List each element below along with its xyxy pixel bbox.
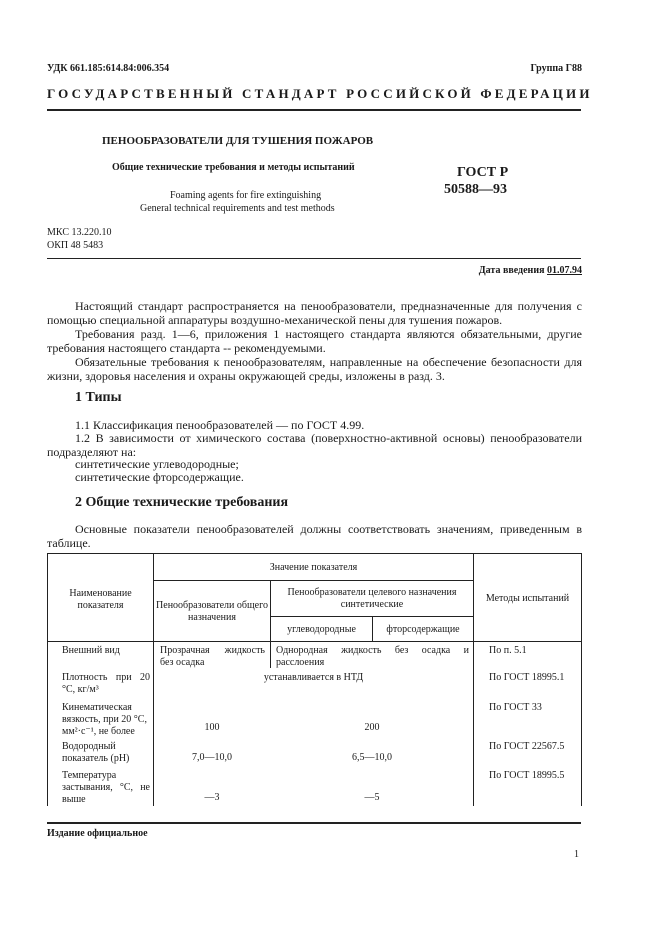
row-appearance-general: Прозрачная жидкость без осадка xyxy=(160,645,265,668)
row-viscosity-method: По ГОСТ 33 xyxy=(489,702,542,713)
group-code: Группа Г88 xyxy=(530,63,582,74)
table-header-general: Пенообразователи общего назначения xyxy=(156,600,268,623)
table-header-name: Наименование показателя xyxy=(69,588,132,611)
udk-code: УДК 661.185:614.84:006.354 xyxy=(47,63,170,74)
okp-code: ОКП 48 5483 xyxy=(47,240,104,251)
row-appearance-method: По п. 5.1 xyxy=(489,645,527,656)
gost-number-line1: ГОСТ Р xyxy=(457,165,509,180)
row-viscosity-target: 200 xyxy=(364,722,380,733)
intro-paragraph-1: Настоящий стандарт распространяется на пенообразователи, предназначенные для получения с помощью специальной аппаратуры воздушно-механической пены для тушения пожаров. xyxy=(47,299,582,327)
introduction-date-value: 01.07.94 xyxy=(547,265,582,276)
row-appearance-target: Однородная жидкость без осадка и расслоения xyxy=(276,645,469,668)
table-header-hydrocarbon: углеводородные xyxy=(287,624,356,635)
state-standard-banner: ГОСУДАРСТВЕННЫЙ СТАНДАРТ РОССИЙСКОЙ ФЕДЕРАЦИИ xyxy=(47,86,593,101)
type-item-fluoro: синтетические фторсодержащие. xyxy=(75,470,244,484)
row-density-method: По ГОСТ 18995.1 xyxy=(489,672,565,683)
row-ph-general: 7,0—10,0 xyxy=(192,752,232,763)
mks-code: МКС 13.220.10 xyxy=(47,227,112,238)
section-2-heading: 2 Общие технические требования xyxy=(75,495,289,510)
english-title-line1: Foaming agents for fire extinguishing xyxy=(170,190,322,201)
section-2-paragraph-1: Основные показатели пенообразователей должны соответствовать значениям, приведенным в таблице. xyxy=(47,522,582,550)
intro-paragraph-3: Обязательные требования к пенообразователям, направленные на обеспечение безопасности для жизни, здоровья населения и охраны окружающей среды, изложены в разд. 3. xyxy=(47,355,582,383)
section-1-paragraph-2: 1.2 В зависимости от химического состава (поверхностно-активной основы) пенообразователи подразделяют на: xyxy=(47,431,582,459)
row-viscosity-general: 100 xyxy=(204,722,220,733)
section-1-heading: 1 Типы xyxy=(75,390,122,405)
gost-number-line2: 50588—93 xyxy=(444,182,507,197)
row-freezing-name: Температура застывания, °С, не выше xyxy=(62,770,150,805)
official-edition-label: Издание официальное xyxy=(47,828,148,839)
intro-paragraph-2: Требования разд. 1—6, приложения 1 настоящего стандарта являются обязательными, другие требования настоящего стандарта -- рекомендуемыми. xyxy=(47,327,582,355)
introduction-date-label: Дата введения xyxy=(478,265,545,276)
title-rule xyxy=(47,258,581,259)
header-rule xyxy=(47,109,581,111)
document-title: ПЕНООБРАЗОВАТЕЛИ ДЛЯ ТУШЕНИЯ ПОЖАРОВ xyxy=(102,135,374,147)
type-item-hydrocarbon: синтетические углеводородные; xyxy=(75,457,239,471)
table-header-methods: Методы испытаний xyxy=(485,593,570,604)
row-ph-name: Водородный показатель (pH) xyxy=(62,741,130,764)
footer-rule xyxy=(47,822,581,824)
introduction-date xyxy=(479,265,582,276)
table-header-target: Пенообразователи целевого назначения синтетические xyxy=(287,587,457,610)
page-number: 1 xyxy=(574,849,579,860)
document-subtitle: Общие технические требования и методы испытаний xyxy=(112,162,355,173)
english-title-line2: General technical requirements and test methods xyxy=(140,203,335,214)
row-freezing-target: —5 xyxy=(364,792,380,803)
row-appearance-name: Внешний вид xyxy=(62,645,120,656)
row-density-merged: устанавливается в НТД xyxy=(263,672,364,683)
table-header-value: Значение показателя xyxy=(269,562,358,573)
section-1-paragraph-1: 1.1 Классификация пенообразователей — по ГОСТ 4.99. xyxy=(75,418,365,432)
row-ph-target: 6,5—10,0 xyxy=(352,752,392,763)
table-header-fluoro: фторсодержащие xyxy=(386,624,460,635)
row-density-name: Плотность при 20 °С, кг/м³ xyxy=(62,672,150,695)
row-freezing-general: —3 xyxy=(204,792,220,803)
row-ph-method: По ГОСТ 22567.5 xyxy=(489,741,565,752)
row-freezing-method: По ГОСТ 18995.5 xyxy=(489,770,565,781)
row-viscosity-name: Кинематическая вязкость, при 20 °С, мм²·с⁻¹, не более xyxy=(62,702,147,737)
